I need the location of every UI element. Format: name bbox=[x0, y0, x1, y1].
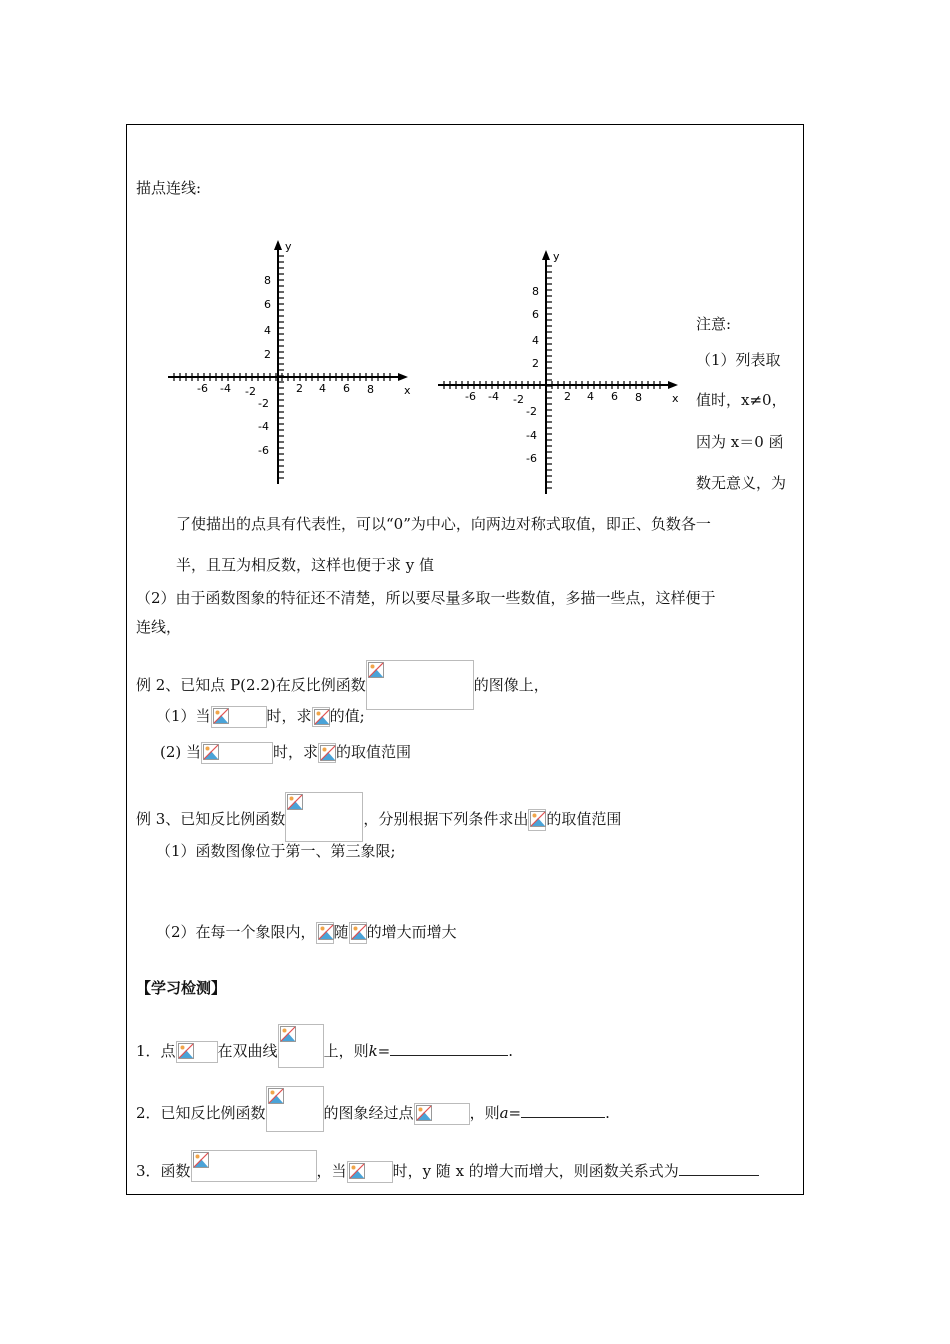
formula-image-placeholder bbox=[347, 1161, 393, 1183]
answer-blank[interactable] bbox=[521, 1103, 605, 1118]
q2-prefix: 2．已知反比例函数 bbox=[136, 1104, 266, 1122]
q2-prefix: (2) 当 bbox=[160, 743, 202, 761]
x-tick-label: -6 bbox=[197, 382, 208, 395]
q1-suffix: 的值; bbox=[329, 707, 365, 725]
x-tick-label: 6 bbox=[343, 382, 350, 395]
coordinate-grid-2 bbox=[430, 246, 690, 498]
formula-image-placeholder bbox=[349, 922, 367, 944]
broken-image-icon bbox=[193, 1152, 209, 1168]
formula-image-placeholder bbox=[312, 707, 330, 727]
x-tick-label: -4 bbox=[220, 382, 231, 395]
answer-blank[interactable] bbox=[679, 1161, 759, 1176]
y-tick-label: 4 bbox=[264, 324, 271, 337]
formula-image-placeholder bbox=[414, 1103, 470, 1125]
y-tick-label: 6 bbox=[264, 298, 271, 311]
note-line: 值时，x≠0， bbox=[696, 391, 787, 409]
q2-variable: a bbox=[499, 1104, 509, 1122]
q1-prefix: （1）当 bbox=[156, 707, 211, 725]
q1-after: 上，则 bbox=[323, 1042, 369, 1060]
broken-image-icon bbox=[349, 1163, 365, 1179]
y-tick-label: 6 bbox=[532, 308, 539, 321]
note-title: 注意: bbox=[696, 315, 732, 333]
y-tick-label: 4 bbox=[532, 334, 539, 347]
check-question-1 bbox=[136, 1024, 513, 1068]
coordinate-grid-1 bbox=[160, 236, 420, 488]
x-tick-label: 4 bbox=[319, 382, 326, 395]
answer-blank[interactable] bbox=[390, 1041, 508, 1056]
broken-image-icon bbox=[287, 794, 303, 810]
y-tick-label: -4 bbox=[258, 420, 269, 433]
q1-prefix: 1．点 bbox=[136, 1042, 176, 1060]
y-tick-label: 8 bbox=[264, 274, 271, 287]
broken-image-icon bbox=[213, 708, 229, 724]
example3-condition-2 bbox=[156, 922, 457, 944]
broken-image-icon bbox=[318, 924, 334, 940]
x-tick-label: 8 bbox=[367, 383, 374, 396]
formula-image-placeholder bbox=[528, 809, 546, 831]
q1-mid: 时，求 bbox=[266, 707, 312, 725]
formula-image-placeholder bbox=[278, 1024, 324, 1068]
q3-prefix: 3．函数 bbox=[136, 1162, 191, 1180]
x-tick-label: 4 bbox=[587, 390, 594, 403]
note-point-2-cont: 连线， bbox=[136, 618, 182, 636]
x-tick-label: 2 bbox=[564, 390, 571, 403]
formula-image-placeholder bbox=[318, 743, 336, 763]
q3-mid: ，当 bbox=[316, 1162, 347, 1180]
q1-eq: = bbox=[377, 1042, 391, 1060]
note-point-2: （2）由于函数图象的特征还不清楚，所以要尽量多取一些数值，多描一些点，这样便于 bbox=[136, 589, 716, 607]
formula-image-placeholder bbox=[366, 660, 474, 710]
example2-prefix: 例 2、已知点 P(2.2)在反比例函数 bbox=[136, 676, 366, 694]
example3-stem bbox=[136, 792, 621, 842]
y-tick-label: 2 bbox=[532, 357, 539, 370]
example2-q2 bbox=[160, 742, 411, 764]
broken-image-icon bbox=[203, 744, 219, 760]
note-line: 数无意义，为 bbox=[696, 474, 787, 492]
broken-image-icon bbox=[320, 745, 336, 761]
note-continuation: 半，且互为相反数，这样也便于求 y 值 bbox=[176, 556, 435, 574]
q2-eq: = bbox=[508, 1104, 522, 1122]
c2-prefix: （2）在每一个象限内， bbox=[156, 923, 316, 941]
c2-mid: 随 bbox=[333, 923, 349, 941]
note-continuation: 了使描出的点具有代表性，可以“0”为中心，向两边对称式取值，即正、负数各一 bbox=[176, 515, 711, 533]
broken-image-icon bbox=[530, 811, 546, 827]
broken-image-icon bbox=[416, 1105, 432, 1121]
example3-suffix: 的取值范围 bbox=[546, 810, 622, 828]
y-tick-label: 8 bbox=[532, 285, 539, 298]
y-tick-label: -2 bbox=[526, 405, 537, 418]
formula-image-placeholder bbox=[201, 742, 273, 764]
note-line: 因为 x＝0 函 bbox=[696, 433, 784, 451]
y-tick-label: 2 bbox=[264, 348, 271, 361]
broken-image-icon bbox=[351, 924, 367, 940]
note-line: （1）列表取 bbox=[696, 351, 781, 369]
q2-suffix: 的取值范围 bbox=[336, 743, 412, 761]
x-axis-label-2: x bbox=[672, 392, 679, 405]
x-axis-label-1: x bbox=[404, 384, 411, 397]
q2-end: . bbox=[605, 1104, 610, 1122]
broken-image-icon bbox=[314, 709, 330, 725]
c2-suffix: 的增大而增大 bbox=[366, 923, 457, 941]
example3-mid: ，分别根据下列条件求出 bbox=[363, 810, 529, 828]
broken-image-icon bbox=[178, 1043, 194, 1059]
q2-after: ，则 bbox=[469, 1104, 500, 1122]
q1-variable: k bbox=[368, 1042, 378, 1060]
example3-prefix: 例 3、已知反比例函数 bbox=[136, 810, 286, 828]
x-tick-label: 2 bbox=[296, 382, 303, 395]
q3-after: 时，y 随 x 的增大而增大，则函数关系式为 bbox=[392, 1162, 679, 1180]
y-tick-label: -2 bbox=[258, 397, 269, 410]
learning-check-title: 【学习检测】 bbox=[136, 979, 227, 997]
broken-image-icon bbox=[280, 1026, 296, 1042]
formula-image-placeholder bbox=[266, 1086, 324, 1132]
q1-mid: 在双曲线 bbox=[217, 1042, 278, 1060]
x-tick-label: -2 bbox=[513, 393, 524, 406]
x-tick-label: 8 bbox=[635, 391, 642, 404]
x-tick-label: 6 bbox=[611, 390, 618, 403]
check-question-2 bbox=[136, 1086, 610, 1132]
y-tick-label: -6 bbox=[258, 444, 269, 457]
check-question-3 bbox=[136, 1150, 759, 1183]
section-plot-label: 描点连线: bbox=[136, 179, 202, 197]
broken-image-icon bbox=[368, 662, 384, 678]
q2-mid: 时，求 bbox=[273, 743, 319, 761]
x-tick-label: -4 bbox=[488, 390, 499, 403]
y-axis-label-1: y bbox=[285, 240, 292, 253]
formula-image-placeholder bbox=[211, 706, 267, 728]
example2-suffix: 的图像上， bbox=[473, 676, 549, 694]
q2-mid: 的图象经过点 bbox=[323, 1104, 414, 1122]
example2-stem bbox=[136, 660, 549, 710]
x-tick-label: -6 bbox=[465, 390, 476, 403]
formula-image-placeholder bbox=[316, 922, 334, 944]
formula-image-placeholder bbox=[191, 1150, 317, 1182]
example2-q1 bbox=[156, 706, 365, 728]
q1-end: . bbox=[508, 1042, 514, 1060]
formula-image-placeholder bbox=[176, 1041, 218, 1063]
y-tick-label: -6 bbox=[526, 452, 537, 465]
broken-image-icon bbox=[268, 1088, 284, 1104]
y-axis-label-2: y bbox=[553, 250, 560, 263]
y-tick-label: -4 bbox=[526, 429, 537, 442]
x-tick-label: -2 bbox=[245, 385, 256, 398]
formula-image-placeholder bbox=[285, 792, 363, 842]
example3-condition-1: （1）函数图像位于第一、第三象限; bbox=[156, 842, 396, 860]
